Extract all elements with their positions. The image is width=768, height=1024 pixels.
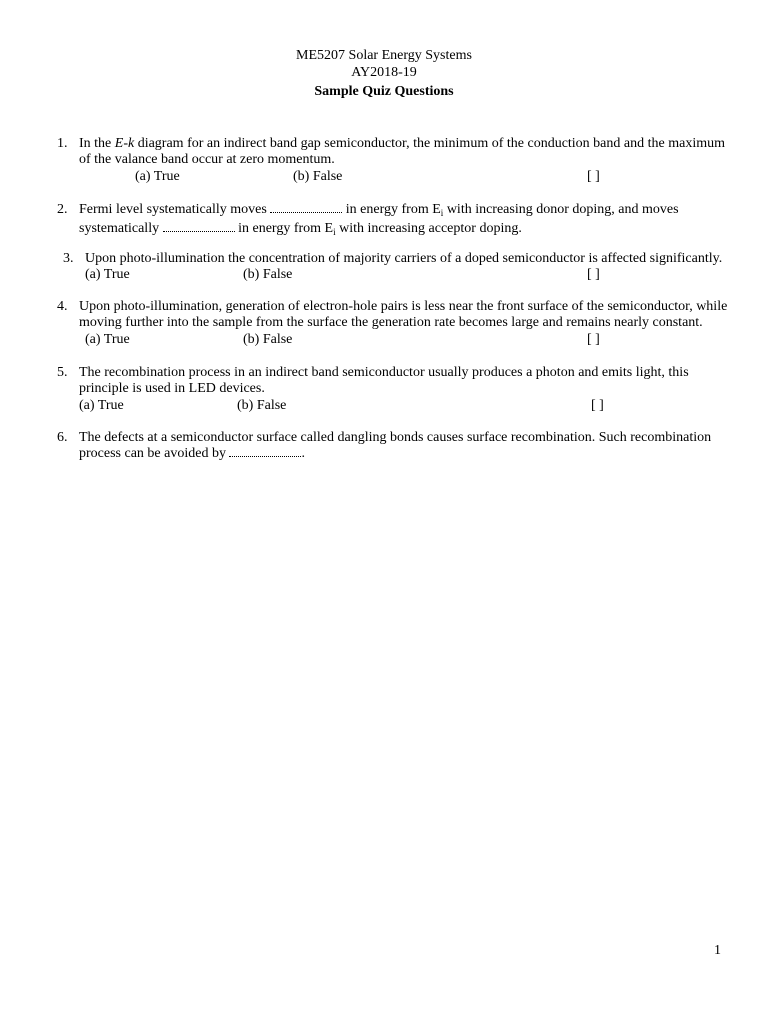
option-a-true[interactable]: (a) True — [79, 398, 124, 413]
question-number: 2. — [57, 202, 68, 217]
question-text-line-1: Upon photo-illumination the concentration of majority carriers of a doped semiconductor is affected significantly. — [85, 251, 723, 266]
question-number: 5. — [57, 365, 68, 380]
question-text-line-1: The recombination process in an indirect band semiconductor usually produces a photon and emits light, this — [79, 365, 689, 380]
answer-bracket[interactable]: [ ] — [591, 398, 604, 413]
option-b-false[interactable]: (b) False — [293, 169, 343, 184]
page-number: 1 — [714, 943, 721, 958]
option-a-true[interactable]: (a) True — [135, 169, 180, 184]
question-text-line-2: process can be avoided by . — [79, 446, 305, 461]
question-text-line-2: principle is used in LED devices. — [79, 381, 265, 396]
question-text-line-1: The defects at a semiconductor surface called dangling bonds causes surface recombination. Such recombination — [79, 430, 712, 445]
question-number: 3. — [63, 251, 74, 266]
course-title: ME5207 Solar Energy Systems — [296, 48, 472, 63]
question-text-line-2: systematically in energy from $E_i$ with increasing acceptor doping. — [79, 221, 522, 237]
answer-blank[interactable] — [270, 202, 342, 213]
option-a-true[interactable]: (a) True — [85, 267, 130, 282]
answer-blank[interactable] — [163, 221, 235, 232]
question-number: 4. — [57, 299, 68, 314]
option-b-false[interactable]: (b) False — [237, 398, 287, 413]
question-number: 6. — [57, 430, 68, 445]
question-text-line-1: Fermi level systematically moves in energy from $E_i$ with increasing donor doping, and moves — [79, 202, 679, 218]
option-a-true[interactable]: (a) True — [85, 332, 130, 347]
ek-term: E-k — [114, 136, 135, 151]
option-b-false[interactable]: (b) False — [243, 332, 293, 347]
question-text-line-2: moving further into the sample from the surface the generation rate becomes large and remains nearly constant. — [79, 315, 703, 330]
question-text-line-1: Upon photo-illumination, generation of electron-hole pairs is less near the front surface of the semiconductor, while — [79, 299, 728, 314]
academic-year: AY2018-19 — [351, 65, 417, 80]
answer-bracket[interactable]: [ ] — [587, 332, 600, 347]
answer-bracket[interactable]: [ ] — [587, 267, 600, 282]
question-text-line-2: of the valance band occur at zero momentum. — [79, 152, 335, 167]
option-b-false[interactable]: (b) False — [243, 267, 293, 282]
answer-bracket[interactable]: [ ] — [587, 169, 600, 184]
question-number: 1. — [57, 136, 68, 151]
question-text-line-1: In the E-k diagram for an indirect band gap semiconductor, the minimum of the conduction band and the maximum — [79, 136, 725, 151]
page-title: Sample Quiz Questions — [314, 84, 454, 99]
answer-blank[interactable] — [229, 446, 301, 457]
